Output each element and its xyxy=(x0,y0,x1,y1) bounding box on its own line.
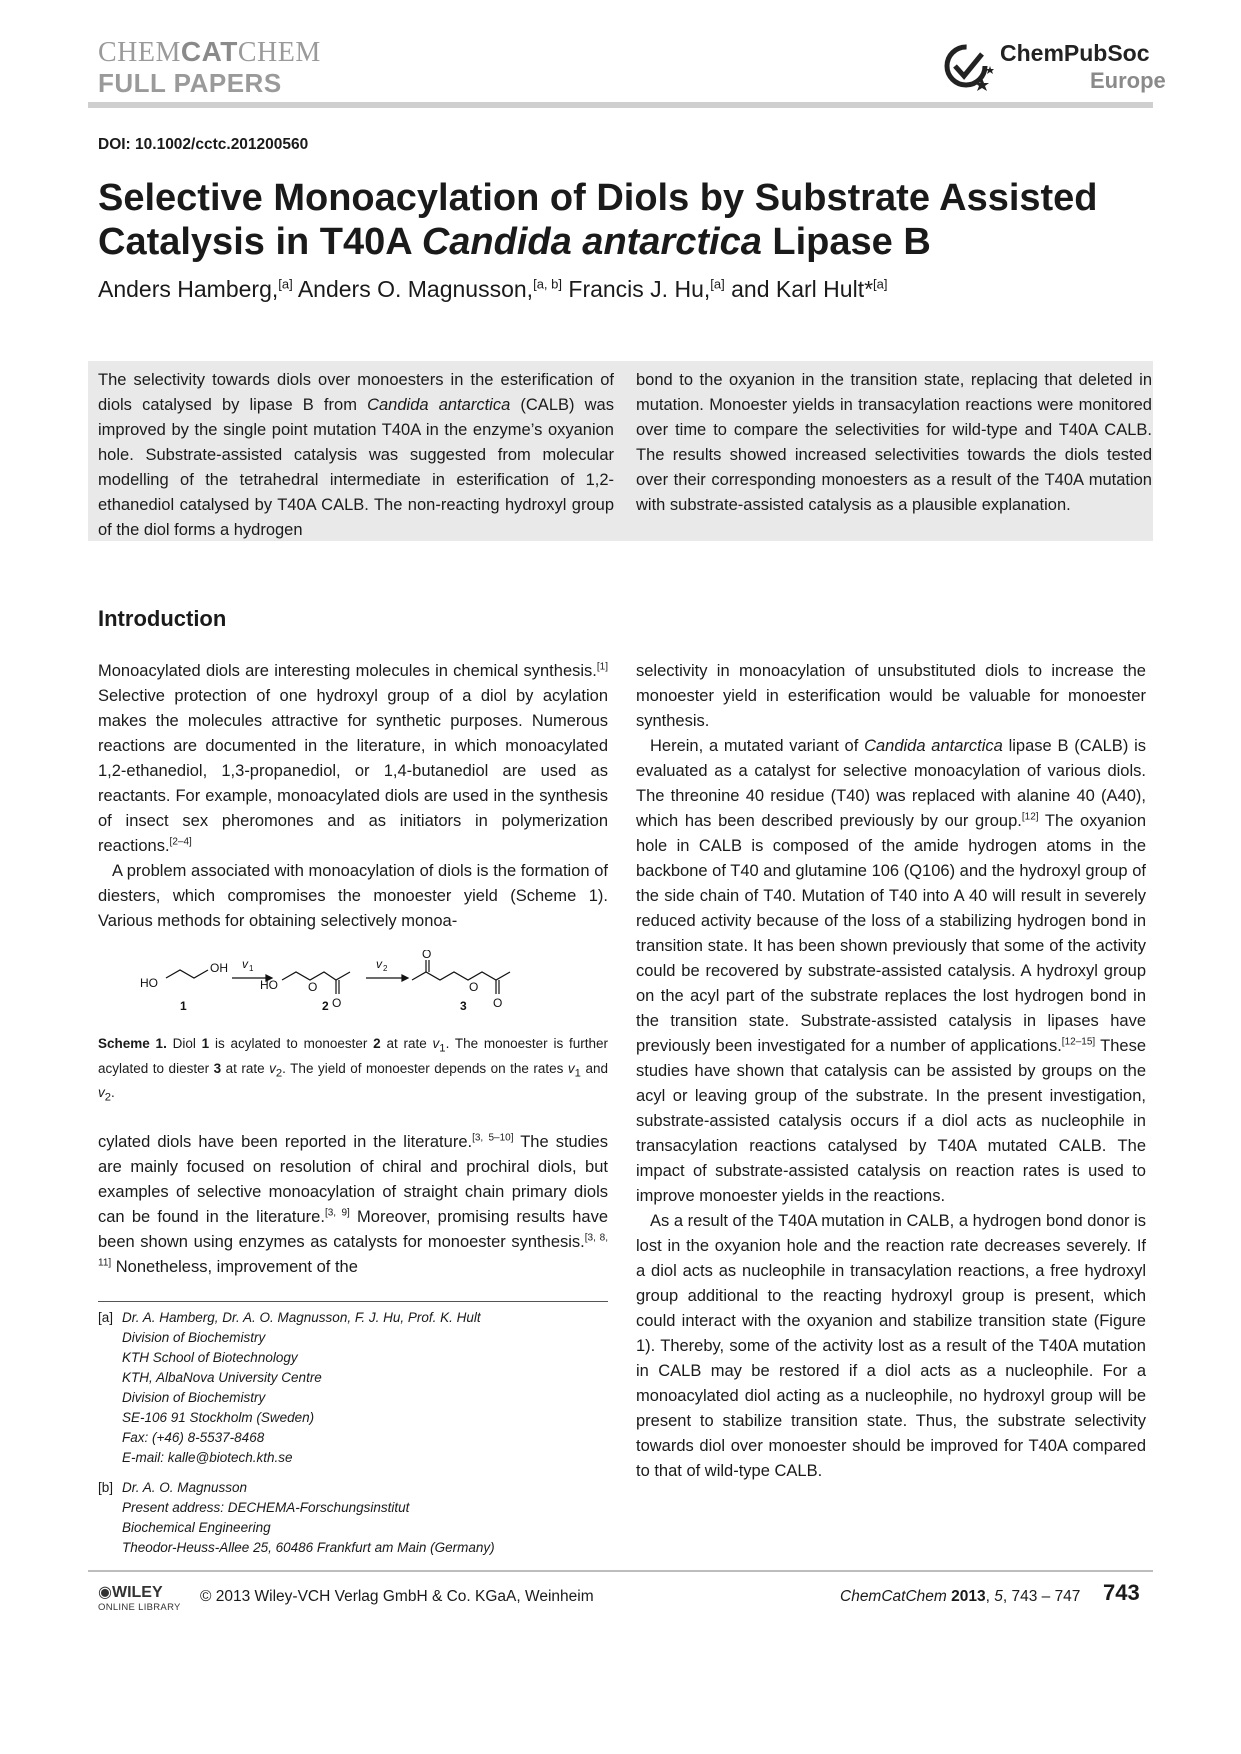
footnote-a: [a] Dr. A. Hamberg, Dr. A. O. Magnusson, F. J. Hu, Prof. K. Hult Division of Biochemistry KTH School of Biotechnology KTH, AlbaNova University Centre Division of Biochemistry SE-106 91 Stockholm (Sweden) Fax: (+46) 8-5537-8468 E-mail: kalle@biotech.kth.se xyxy=(98,1310,481,1465)
article-title: Selective Monoacylation of Diols by Substrate Assisted Catalysis in T40A Candida antarctica Lipase B xyxy=(98,177,1098,263)
scheme-label: v xyxy=(242,957,248,971)
intro-left-lower: cylated diols have been reported in the literature.[3, 5–10] The studies are mainly focused on resolution of chiral and prochiral diols, but examples of selective monoacylation of straight chain primary diols can be found in the literature.[3, 9] Moreover, promising results have been shown using enzymes as catalysts for monoester synthesis.[3, 8, 11] Nonetheless, improvement of the xyxy=(98,1132,608,1276)
scheme-label: HO xyxy=(140,976,158,990)
wiley-logo: ◉WILEY xyxy=(98,1584,163,1601)
intro-left-upper: Monoacylated diols are interesting molecules in chemical synthesis.[1] Selective protection of one hydroxyl group of a diol by acylation makes the molecules attractive for synthetic purposes. Numerous reactions are documented in the literature, in which monoacylated 1,2-ethanediol, 1,3-propanediol, or 1,4-butanediol are used as reactants. For example, monoacylated diols are used in the synthesis of insect sex pheromones and as initiators in polymerization reactions.[2–4] A problem associated with monoacylation of diols is the formation of diesters, which compromises the monoester yield (Scheme 1). Various methods for obtaining selectively monoa- xyxy=(98,661,608,930)
scheme-label: 3 xyxy=(460,999,467,1013)
header-rule xyxy=(88,102,1153,108)
abstract-left: The selectivity towards diols over monoesters in the esterification of diols catalysed by lipase B from Candida antarctica (CALB) was improved by the single point mutation T40A in the enzyme’s oxyanion hole. Substrate-assisted catalysis was suggested from molecular modelling of the tetrahedral intermediate in esterification of 1,2-ethanediol catalysed by T40A CALB. The non-reacting hydroxyl group of the diol forms a hydrogen xyxy=(98,371,614,539)
scheme-label: 1 xyxy=(249,964,254,973)
doi: DOI: 10.1002/cctc.201200560 xyxy=(98,136,309,153)
scheme-label: OH xyxy=(210,961,228,975)
author-list: Anders Hamberg,[a] Anders O. Magnusson,[a, b] Francis J. Hu,[a] and Karl Hult*[a] xyxy=(98,276,888,302)
section-heading: Introduction xyxy=(98,606,227,631)
citation: ChemCatChem 2013, 5, 743 – 747 xyxy=(840,1588,1081,1605)
publisher-name: ChemPubSoc xyxy=(1000,40,1150,66)
scheme-label: 2 xyxy=(383,964,388,973)
footer-rule xyxy=(88,1570,1153,1572)
abstract-right: bond to the oxyanion in the transition state, replacing that deleted in mutation. Monoester yields in transacylation reactions were monitored over time to compare the selectivities for wild-type and T40A CALB. The results showed increased selectivities towards the diols tested over their corresponding monoesters as a result of the T40A mutation with substrate-assisted catalysis as a plausible explanation. xyxy=(636,371,1152,514)
footnote-b: [b] Dr. A. O. Magnusson Present address: DECHEMA-Forschungsinstitut Biochemical Engineering Theodor-Heuss-Allee 25, 60486 Frankfurt am Main (Germany) xyxy=(98,1480,495,1555)
wiley-online-library: ONLINE LIBRARY xyxy=(98,1602,181,1613)
scheme-1-reaction xyxy=(140,950,580,1015)
copyright: © 2013 Wiley-VCH Verlag GmbH & Co. KGaA, Weinheim xyxy=(200,1588,594,1605)
article-type: FULL PAPERS xyxy=(98,68,282,98)
chempubsoc-logo-icon xyxy=(938,38,998,98)
wiley-icon: ◉ xyxy=(98,1584,112,1601)
scheme-caption: Scheme 1. Diol 1 is acylated to monoester 2 at rate $v_1$. The monoester is further acylated to diester 3 at rate $v_2$. The yield of monoester depends on the rates $v_1$ and $v_2$. xyxy=(98,1036,609,1105)
scheme-label: O xyxy=(422,950,432,961)
journal-name: CHEMCATCHEM xyxy=(98,36,321,68)
scheme-label: v xyxy=(376,957,382,971)
scheme-label: O xyxy=(332,996,342,1010)
scheme-label: 1 xyxy=(180,999,187,1013)
intro-right: selectivity in monoacylation of unsubstituted diols to increase the monoester yield in esterification would be valuable for monoester synthesis. Herein, a mutated variant of Candida antarctica lipase B (CALB) is evaluated as a catalyst for selective monoacylation of various diols. The threonine 40 residue (T40) was replaced with alanine 40 (A40), which has been described previously by our group.[12] The oxyanion hole in CALB is composed of the amide hydrogen atoms in the backbone of T40 and glutamine 106 (Q106) and the hydroxyl group of the side chain of T40. Mutation of T40 into A 40 will result in severely reduced activity because of the loss of a stabilizing hydrogen bond in transition state. It has been shown previously that some of the activity could be recovered by substrate-assisted catalysis. A hydroxyl group on the acyl part of the substrate replaces the lost hydrogen bond in the transition state. Substrate-assisted catalysis in lipases have previously been investigated for a number of applications.[12–15] These studies have shown that catalysis can be assisted by groups on the acyl or leaving group of the substrate. In the present investigation, substrate-assisted catalysis occurs if a diol acts as nucleophile in transacylation reactions catalysed by T40A mutated CALB. The impact of substrate-assisted catalysis on reaction rates is used to improve monoester yields in the reactions. As a result of the T40A mutation in CALB, a hydrogen bond donor is lost in the oxyanion hole and the reaction rate decreases severely. If a diol acts as nucleophile in transacylation reactions, a free hydroxyl group additional to the reacting hydroxyl group is present, which could interact with the oxyanion and stabilize transition state (Figure 1). Thereby, some of the activity lost as a result of the T40A mutation in CALB may be restored if a diol acts as a nucleophile. For a monoacylated diol acting as a nucleophile, no hydroxyl group will be present to stabilize transition state. Thus, the substrate selectivity towards diol over monoester should be improved for T40A compared to that of wild-type CALB. xyxy=(636,662,1147,1480)
publisher-region: Europe xyxy=(1090,68,1166,93)
scheme-label: O xyxy=(493,996,503,1010)
page-number: 743 xyxy=(1103,1580,1140,1605)
scheme-label: 2 xyxy=(322,999,329,1013)
scheme-label: O xyxy=(469,980,479,994)
scheme-label: O xyxy=(308,980,318,994)
footnote-rule xyxy=(98,1301,608,1302)
scheme-label: HO xyxy=(260,978,278,992)
